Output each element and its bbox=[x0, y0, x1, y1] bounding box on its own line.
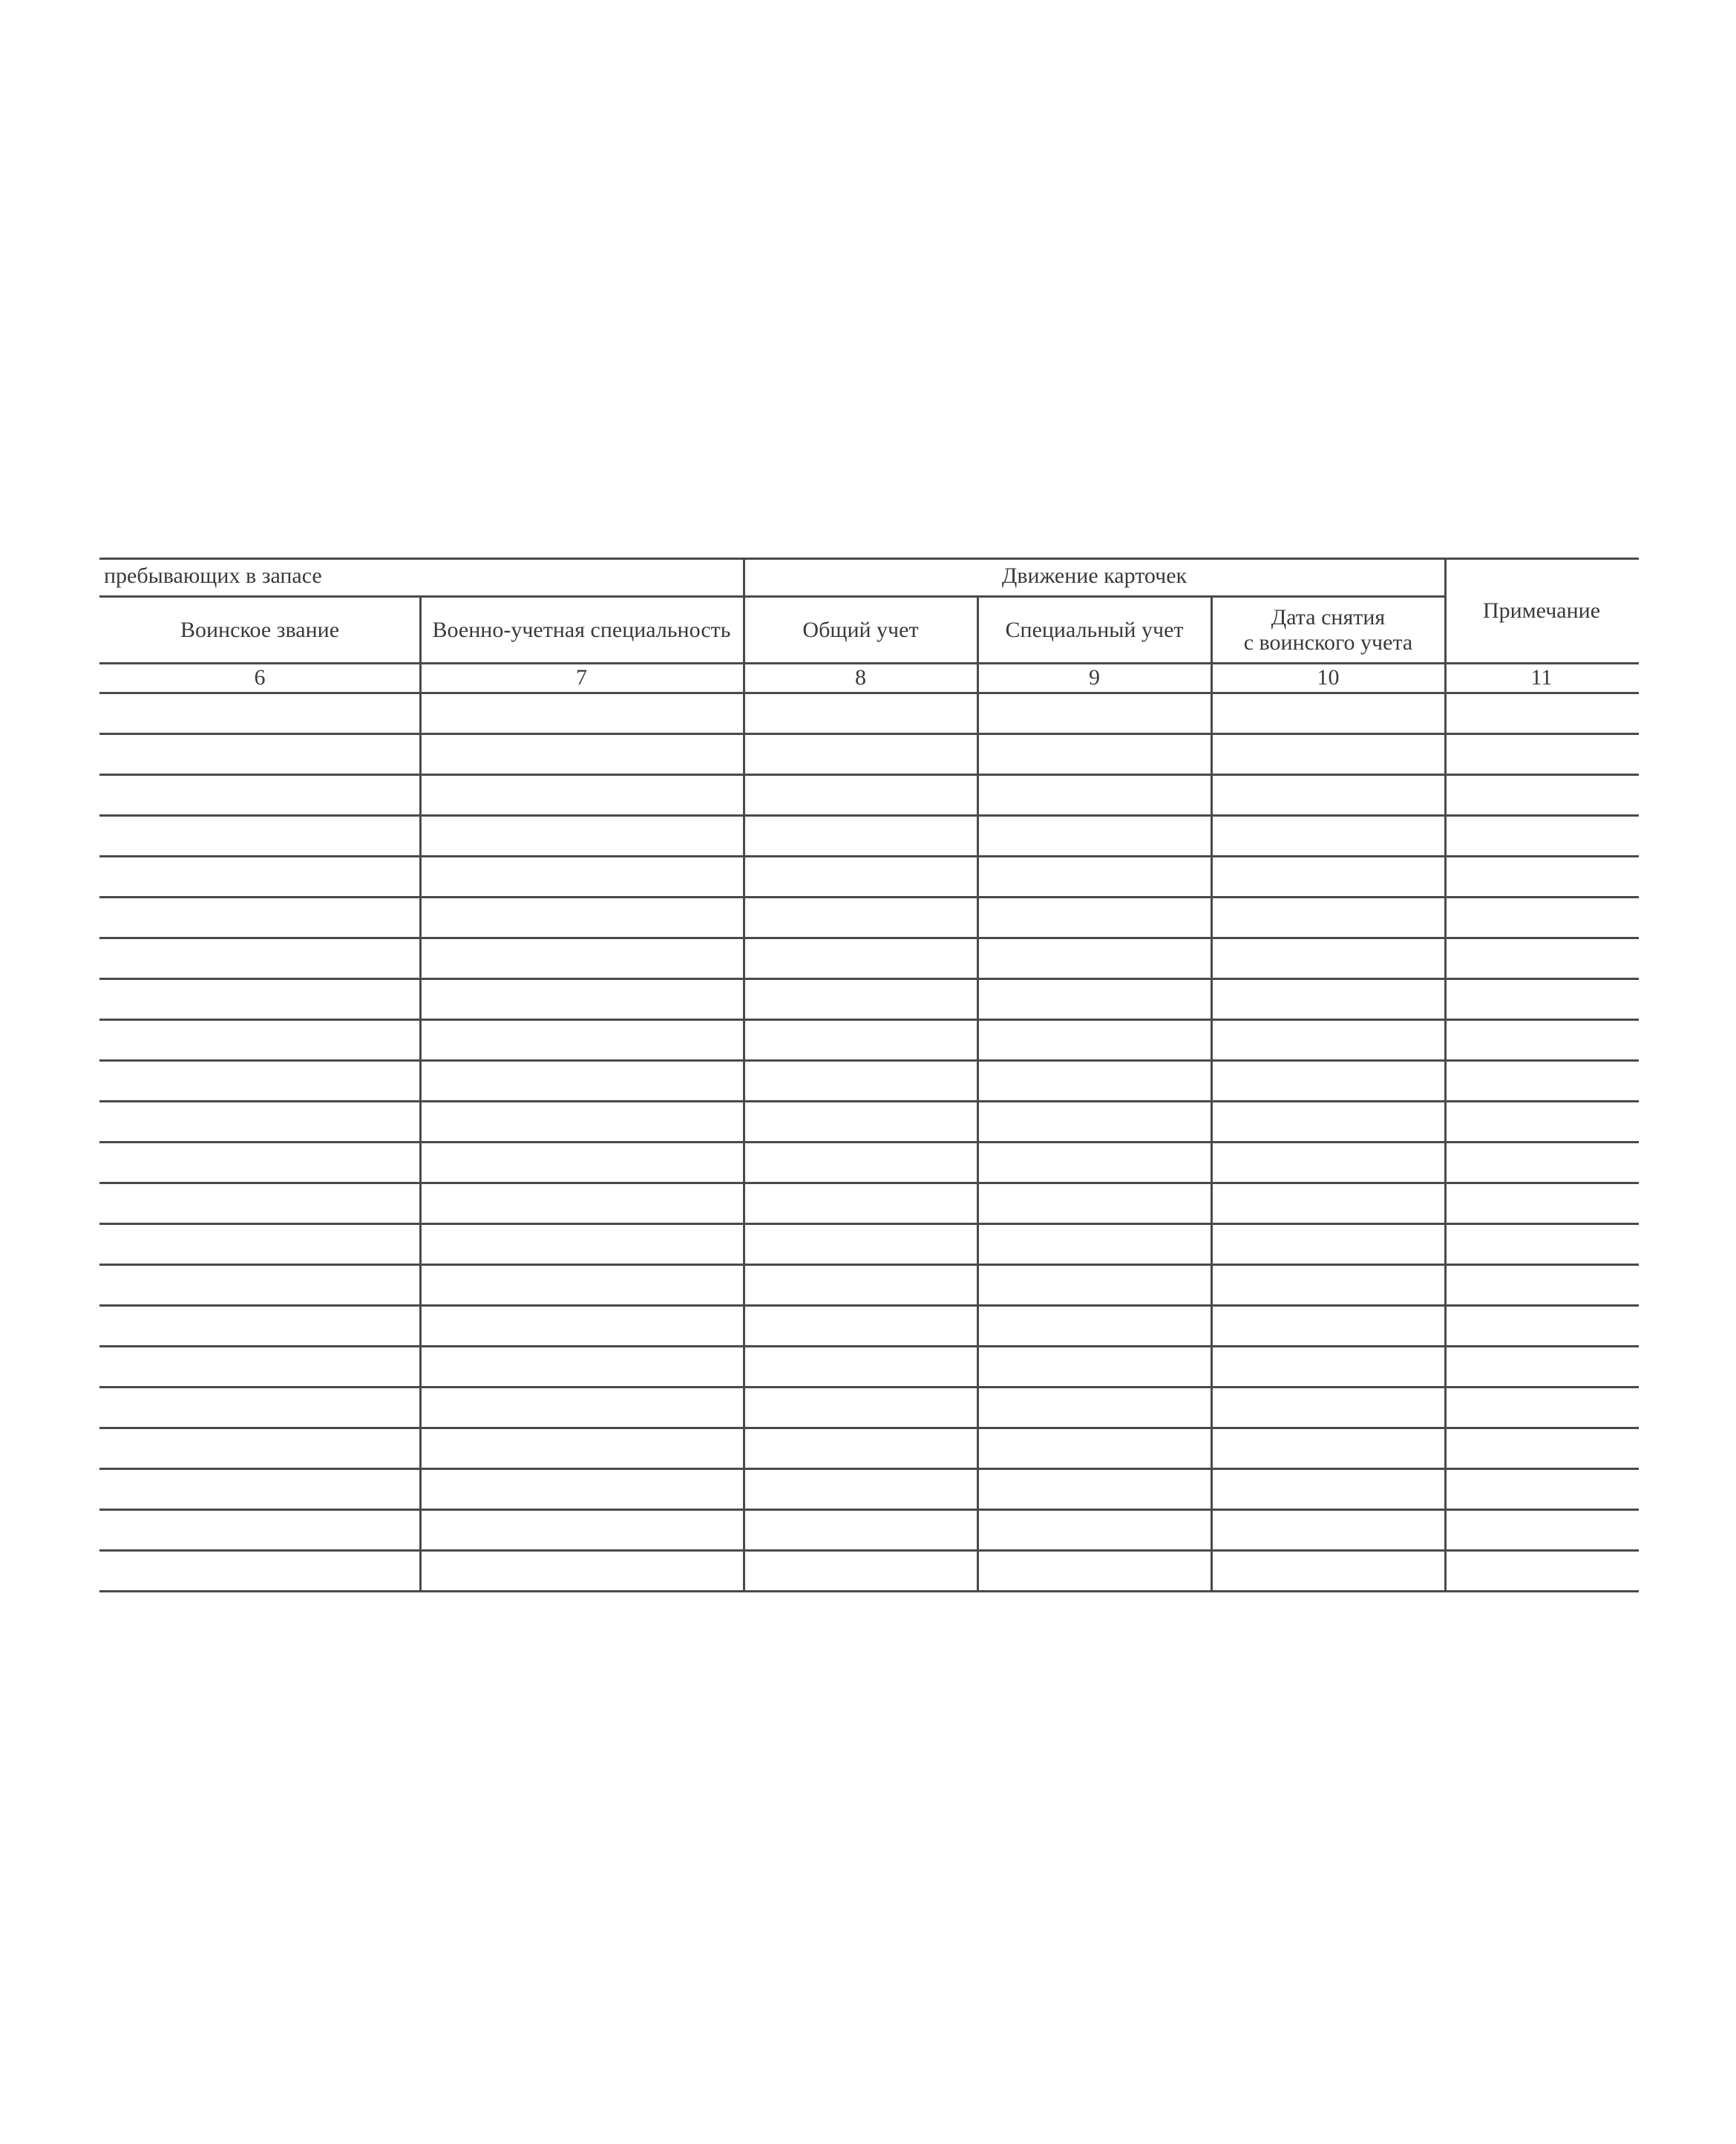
column-header-military-rank: Воинское звание bbox=[180, 618, 340, 642]
column-number: 9 bbox=[1089, 665, 1100, 690]
table-top-rule bbox=[99, 558, 1639, 560]
column-number: 8 bbox=[855, 665, 866, 690]
group-header-rule bbox=[99, 595, 744, 598]
column-divider bbox=[1444, 558, 1447, 1591]
table-row-rule bbox=[99, 1304, 1639, 1307]
column-header-military-specialty: Военно-учетная специальность bbox=[432, 618, 731, 642]
table-row-rule bbox=[99, 1468, 1639, 1470]
column-number: 10 bbox=[1317, 665, 1340, 690]
column-header-general-registry: Общий учет bbox=[802, 618, 919, 642]
group-reserve-label: пребывающих в запасе bbox=[104, 563, 322, 588]
table-row-rule bbox=[99, 1386, 1639, 1388]
table-row-rule bbox=[99, 1141, 1639, 1143]
column-divider bbox=[1211, 596, 1213, 1591]
header-bottom-rule bbox=[99, 662, 1639, 664]
column-divider bbox=[419, 596, 422, 1591]
group-movement-label: Движение карточек bbox=[1001, 563, 1188, 588]
table-row-rule bbox=[99, 1223, 1639, 1225]
number-row-rule bbox=[99, 692, 1639, 694]
table-row-rule bbox=[99, 814, 1639, 817]
table-row-rule bbox=[99, 896, 1639, 898]
table-row-rule bbox=[99, 1182, 1639, 1184]
table-row-rule bbox=[99, 937, 1639, 939]
group-header-rule bbox=[744, 595, 1445, 598]
column-header-deregistration-date-line1: Дата снятия bbox=[1271, 605, 1386, 630]
table-row-rule bbox=[99, 1590, 1639, 1592]
column-number: 6 bbox=[254, 665, 266, 690]
table-row-rule bbox=[99, 855, 1639, 857]
table-row-rule bbox=[99, 1100, 1639, 1102]
table-row-rule bbox=[99, 1427, 1639, 1429]
table-row-rule bbox=[99, 978, 1639, 980]
column-header-special-registry: Специальный учет bbox=[1005, 618, 1184, 642]
table-row-rule bbox=[99, 1509, 1639, 1511]
column-header-deregistration-date-line2: с воинского учета bbox=[1243, 630, 1413, 655]
table-row-rule bbox=[99, 1264, 1639, 1266]
column-divider bbox=[977, 596, 979, 1591]
table-row-rule bbox=[99, 1345, 1639, 1347]
column-number: 11 bbox=[1530, 665, 1553, 690]
table-row-rule bbox=[99, 774, 1639, 776]
table-row-rule bbox=[99, 1549, 1639, 1552]
column-divider bbox=[743, 558, 745, 1591]
column-number: 7 bbox=[576, 665, 587, 690]
table-row-rule bbox=[99, 1019, 1639, 1021]
table-row-rule bbox=[99, 1059, 1639, 1062]
table-row-rule bbox=[99, 733, 1639, 735]
column-header-note: Примечание bbox=[1482, 598, 1601, 623]
